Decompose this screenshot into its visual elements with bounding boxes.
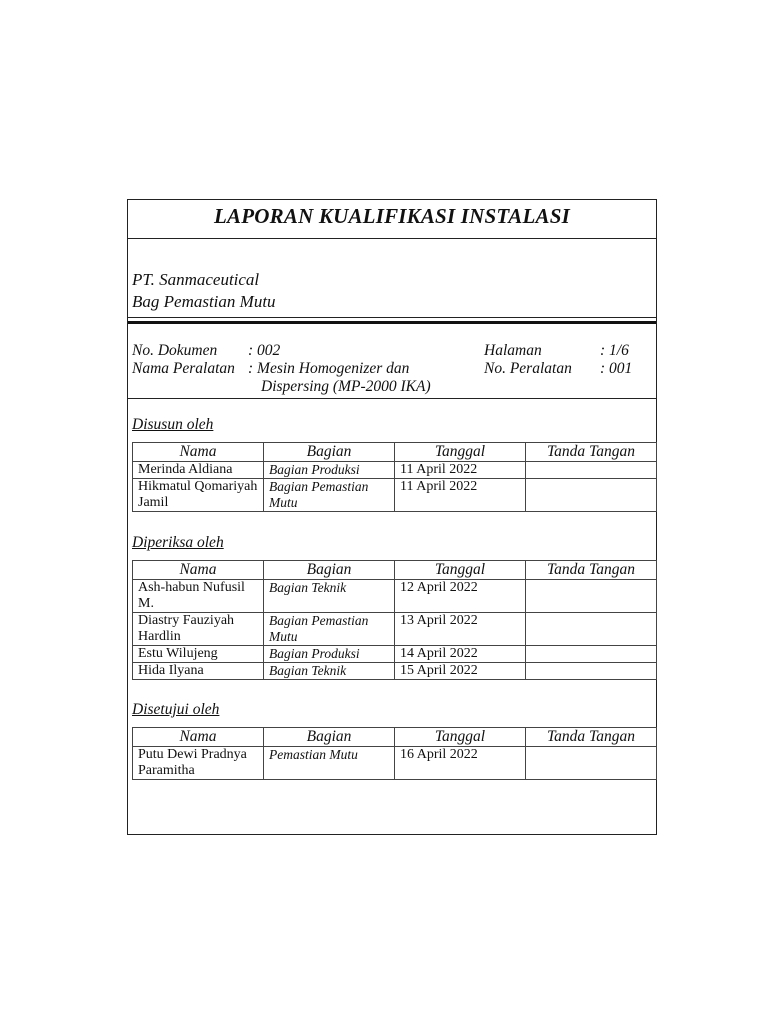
cell-name: Ash-habun Nufusil M. [133, 580, 264, 613]
cell-name: Merinda Aldiana [133, 462, 264, 479]
table-row [133, 462, 657, 479]
company-block [132, 269, 276, 313]
equipment-name-value-line2: Dispersing (MP-2000 IKA) [261, 378, 431, 395]
meta-divider [128, 398, 656, 399]
equipment-no-label: No. Peralatan [484, 360, 572, 377]
column-header-dept: Bagian [264, 728, 395, 747]
prepared-table [132, 442, 657, 512]
cell-signature [526, 663, 657, 680]
cell-dept: Bagian Teknik [264, 663, 395, 680]
column-header-signature: Tanda Tangan [526, 728, 657, 747]
cell-date: 14 April 2022 [395, 646, 526, 663]
cell-signature [526, 646, 657, 663]
document-title: LAPORAN KUALIFIKASI INSTALASI [214, 204, 570, 228]
column-header-name: Nama [133, 728, 264, 747]
cell-date: 15 April 2022 [395, 663, 526, 680]
prepared-heading: Disusun oleh [132, 416, 214, 433]
cell-signature [526, 462, 657, 479]
approved-table [132, 727, 657, 780]
column-header-dept: Bagian [264, 561, 395, 580]
page-value: : 1/6 [600, 342, 629, 359]
doc-no-label: No. Dokumen [132, 342, 218, 359]
table-header-row [133, 728, 657, 747]
cell-dept: Bagian Pemastian Mutu [264, 613, 395, 646]
table-header-row [133, 443, 657, 462]
cell-name: Hida Ilyana [133, 663, 264, 680]
cell-signature [526, 613, 657, 646]
cell-date: 13 April 2022 [395, 613, 526, 646]
cell-date: 11 April 2022 [395, 479, 526, 512]
document-frame [127, 199, 657, 835]
cell-name: Estu Wilujeng [133, 646, 264, 663]
cell-date: 16 April 2022 [395, 747, 526, 780]
header-rule-thick [128, 321, 656, 324]
cell-name: Putu Dewi Pradnya Paramitha [133, 747, 264, 780]
table-row [133, 747, 657, 780]
cell-dept: Bagian Pemastian Mutu [264, 479, 395, 512]
cell-dept: Bagian Produksi [264, 462, 395, 479]
company-name: PT. Sanmaceutical [132, 270, 260, 289]
reviewed-heading: Diperiksa oleh [132, 534, 224, 551]
cell-signature [526, 479, 657, 512]
column-header-signature: Tanda Tangan [526, 443, 657, 462]
reviewed-table [132, 560, 657, 680]
cell-name: Diastry Fauziyah Hardlin [133, 613, 264, 646]
header-rule-top [128, 317, 656, 318]
cell-name: Hikmatul Qomariyah Jamil [133, 479, 264, 512]
table-row [133, 663, 657, 680]
column-header-date: Tanggal [395, 561, 526, 580]
page-label: Halaman [484, 342, 542, 359]
equipment-name-label: Nama Peralatan [132, 360, 235, 377]
cell-date: 11 April 2022 [395, 462, 526, 479]
table-row [133, 613, 657, 646]
cell-dept: Bagian Produksi [264, 646, 395, 663]
approved-heading: Disetujui oleh [132, 701, 220, 718]
column-header-name: Nama [133, 561, 264, 580]
column-header-date: Tanggal [395, 443, 526, 462]
cell-dept: Bagian Teknik [264, 580, 395, 613]
cell-dept: Pemastian Mutu [264, 747, 395, 780]
table-header-row [133, 561, 657, 580]
doc-no-value: : 002 [248, 342, 281, 359]
column-header-dept: Bagian [264, 443, 395, 462]
equipment-name-value-line1: : Mesin Homogenizer dan [248, 360, 410, 377]
cell-date: 12 April 2022 [395, 580, 526, 613]
cell-signature [526, 580, 657, 613]
table-row [133, 479, 657, 512]
table-row [133, 580, 657, 613]
cell-signature [526, 747, 657, 780]
column-header-name: Nama [133, 443, 264, 462]
table-row [133, 646, 657, 663]
company-department: Bag Pemastian Mutu [132, 292, 276, 311]
title-divider [128, 238, 656, 239]
equipment-no-value: : 001 [600, 360, 633, 377]
column-header-signature: Tanda Tangan [526, 561, 657, 580]
column-header-date: Tanggal [395, 728, 526, 747]
